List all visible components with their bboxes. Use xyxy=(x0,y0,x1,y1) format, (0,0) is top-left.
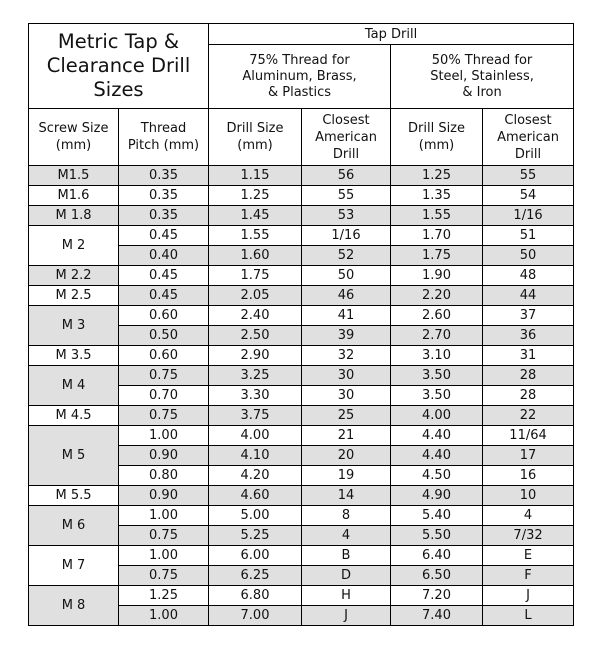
drill-size-50-cell: 4.90 xyxy=(391,486,483,506)
screw-size-cell: M1.6 xyxy=(29,186,119,206)
thread-50-header xyxy=(391,45,574,109)
drill-size-50-cell: 6.50 xyxy=(391,566,483,586)
drill-size-75-cell: 2.05 xyxy=(209,286,302,306)
american-drill-50-cell: E xyxy=(483,546,574,566)
header-line: American xyxy=(315,129,377,145)
screw-size-cell: M 5.5 xyxy=(29,486,119,506)
american-drill-75-cell: 30 xyxy=(302,366,391,386)
drill-size-75-cell: 6.25 xyxy=(209,566,302,586)
screw-size-cell: M 4.5 xyxy=(29,406,119,426)
thread-pitch-cell: 1.00 xyxy=(119,546,209,566)
header-line: Steel, Stainless, xyxy=(430,68,534,84)
drill-size-50-cell: 5.50 xyxy=(391,526,483,546)
american-drill-75-cell: 50 xyxy=(302,266,391,286)
american-drill-50-cell: F xyxy=(483,566,574,586)
screw-size-cell: M 3.5 xyxy=(29,346,119,366)
american-drill-75-cell: 1/16 xyxy=(302,226,391,246)
header-line: Drill xyxy=(332,146,360,162)
american-drill-50-cell: 36 xyxy=(483,326,574,346)
american-drill-75-cell: 55 xyxy=(302,186,391,206)
american-drill-75-cell: 39 xyxy=(302,326,391,346)
american-drill-50-cell: 55 xyxy=(483,166,574,186)
drill-size-75-cell: 6.80 xyxy=(209,586,302,606)
american-drill-75-cell: J xyxy=(302,606,391,626)
drill-size-75-cell: 1.75 xyxy=(209,266,302,286)
drill-size-75-cell: 1.25 xyxy=(209,186,302,206)
american-drill-50-cell: L xyxy=(483,606,574,626)
table-row xyxy=(29,206,574,226)
american-drill-75-cell: 52 xyxy=(302,246,391,266)
drill-size-75-cell: 6.00 xyxy=(209,546,302,566)
thread-pitch-cell: 0.35 xyxy=(119,206,209,226)
col-header-drill-size-50 xyxy=(391,109,483,166)
table-row xyxy=(29,546,574,566)
thread-pitch-cell: 0.60 xyxy=(119,346,209,366)
american-drill-75-cell: D xyxy=(302,566,391,586)
drill-size-75-cell: 1.45 xyxy=(209,206,302,226)
american-drill-50-cell: 44 xyxy=(483,286,574,306)
header-line: Drill Size xyxy=(226,121,284,136)
header-line: Closest xyxy=(322,112,370,128)
drill-size-75-cell: 2.50 xyxy=(209,326,302,346)
drill-size-75-cell: 4.20 xyxy=(209,466,302,486)
american-drill-75-cell: B xyxy=(302,546,391,566)
thread-pitch-cell: 0.75 xyxy=(119,366,209,386)
header-line: Closest xyxy=(504,112,552,128)
thread-pitch-cell: 0.70 xyxy=(119,386,209,406)
col-header-drill-size-75 xyxy=(209,109,302,166)
drill-size-75-cell: 3.30 xyxy=(209,386,302,406)
drill-size-50-cell: 1.25 xyxy=(391,166,483,186)
thread-pitch-cell: 1.25 xyxy=(119,586,209,606)
drill-size-75-cell: 2.40 xyxy=(209,306,302,326)
american-drill-75-cell: 21 xyxy=(302,426,391,446)
drill-size-75-cell: 4.10 xyxy=(209,446,302,466)
drill-size-75-cell: 2.90 xyxy=(209,346,302,366)
american-drill-50-cell: 51 xyxy=(483,226,574,246)
thread-pitch-cell: 1.00 xyxy=(119,426,209,446)
thread-pitch-cell: 0.80 xyxy=(119,466,209,486)
table-title xyxy=(29,24,209,109)
american-drill-75-cell: 8 xyxy=(302,506,391,526)
screw-size-cell: M 1.8 xyxy=(29,206,119,226)
header-line: Drill Size xyxy=(408,121,466,136)
drill-size-50-cell: 1.35 xyxy=(391,186,483,206)
drill-size-75-cell: 5.00 xyxy=(209,506,302,526)
drill-size-75-cell: 1.15 xyxy=(209,166,302,186)
header-line: (mm) xyxy=(418,138,455,153)
header-line: 75% Thread for xyxy=(249,52,350,68)
american-drill-75-cell: 20 xyxy=(302,446,391,466)
drill-size-75-cell: 3.75 xyxy=(209,406,302,426)
screw-size-cell: M1.5 xyxy=(29,166,119,186)
american-drill-50-cell: 11/64 xyxy=(483,426,574,446)
american-drill-75-cell: H xyxy=(302,586,391,606)
drill-size-75-cell: 3.25 xyxy=(209,366,302,386)
drill-size-75-cell: 5.25 xyxy=(209,526,302,546)
american-drill-50-cell: 28 xyxy=(483,386,574,406)
table-row xyxy=(29,426,574,446)
tap-drill-group-header: Tap Drill xyxy=(209,24,574,45)
drill-size-50-cell: 4.40 xyxy=(391,446,483,466)
table-row xyxy=(29,406,574,426)
drill-size-50-cell: 4.50 xyxy=(391,466,483,486)
thread-pitch-cell: 0.45 xyxy=(119,226,209,246)
drill-size-75-cell: 1.55 xyxy=(209,226,302,246)
table-body xyxy=(29,166,574,626)
drill-size-50-cell: 2.60 xyxy=(391,306,483,326)
american-drill-50-cell: 16 xyxy=(483,466,574,486)
col-header-american-drill-75 xyxy=(302,109,391,166)
drill-size-75-cell: 4.00 xyxy=(209,426,302,446)
title-line: Sizes xyxy=(93,78,144,101)
drill-size-50-cell: 1.70 xyxy=(391,226,483,246)
drill-size-50-cell: 7.20 xyxy=(391,586,483,606)
screw-size-cell: M 4 xyxy=(29,366,119,406)
table-row xyxy=(29,586,574,606)
american-drill-75-cell: 19 xyxy=(302,466,391,486)
thread-pitch-cell: 0.75 xyxy=(119,526,209,546)
thread-pitch-cell: 0.75 xyxy=(119,406,209,426)
american-drill-50-cell: 54 xyxy=(483,186,574,206)
tap-drill-table xyxy=(28,23,574,626)
american-drill-75-cell: 46 xyxy=(302,286,391,306)
col-header-american-drill-50 xyxy=(483,109,574,166)
screw-size-cell: M 3 xyxy=(29,306,119,346)
drill-size-50-cell: 3.50 xyxy=(391,366,483,386)
header-line: Drill xyxy=(514,146,542,162)
table-row xyxy=(29,366,574,386)
drill-size-50-cell: 1.55 xyxy=(391,206,483,226)
american-drill-75-cell: 14 xyxy=(302,486,391,506)
header-line: (mm) xyxy=(237,138,273,153)
thread-pitch-cell: 0.50 xyxy=(119,326,209,346)
american-drill-50-cell: 1/16 xyxy=(483,206,574,226)
drill-size-75-cell: 4.60 xyxy=(209,486,302,506)
american-drill-75-cell: 4 xyxy=(302,526,391,546)
header-line: Pitch (mm) xyxy=(127,138,200,153)
col-header-screw-size xyxy=(29,109,119,166)
header-line: Screw Size xyxy=(38,121,109,136)
american-drill-50-cell: 50 xyxy=(483,246,574,266)
american-drill-75-cell: 53 xyxy=(302,206,391,226)
american-drill-50-cell: 31 xyxy=(483,346,574,366)
thread-pitch-cell: 0.40 xyxy=(119,246,209,266)
header-line: & Iron xyxy=(462,84,502,100)
drill-size-50-cell: 4.00 xyxy=(391,406,483,426)
thread-pitch-cell: 0.35 xyxy=(119,166,209,186)
american-drill-50-cell: 28 xyxy=(483,366,574,386)
thread-pitch-cell: 0.60 xyxy=(119,306,209,326)
screw-size-cell: M 2 xyxy=(29,226,119,266)
screw-size-cell: M 7 xyxy=(29,546,119,586)
table-row xyxy=(29,286,574,306)
drill-size-75-cell: 7.00 xyxy=(209,606,302,626)
header-line: Aluminum, Brass, xyxy=(242,68,357,84)
header-line: & Plastics xyxy=(267,84,332,100)
header-line: (mm) xyxy=(55,138,92,153)
american-drill-75-cell: 56 xyxy=(302,166,391,186)
american-drill-50-cell: 22 xyxy=(483,406,574,426)
american-drill-50-cell: 7/32 xyxy=(483,526,574,546)
screw-size-cell: M 8 xyxy=(29,586,119,626)
thread-pitch-cell: 0.35 xyxy=(119,186,209,206)
drill-size-50-cell: 2.20 xyxy=(391,286,483,306)
header-line: Thread xyxy=(140,121,187,136)
drill-size-50-cell: 3.10 xyxy=(391,346,483,366)
american-drill-75-cell: 25 xyxy=(302,406,391,426)
header-line: American xyxy=(497,129,559,145)
thread-pitch-cell: 0.90 xyxy=(119,446,209,466)
screw-size-cell: M 2.2 xyxy=(29,266,119,286)
drill-size-50-cell: 6.40 xyxy=(391,546,483,566)
title-line: Metric Tap & xyxy=(57,30,180,53)
thread-pitch-cell: 0.45 xyxy=(119,266,209,286)
drill-size-50-cell: 1.90 xyxy=(391,266,483,286)
drill-size-50-cell: 5.40 xyxy=(391,506,483,526)
thread-75-header xyxy=(209,45,391,109)
table-row xyxy=(29,186,574,206)
screw-size-cell: M 6 xyxy=(29,506,119,546)
title-line: Clearance Drill xyxy=(46,54,191,77)
drill-size-75-cell: 1.60 xyxy=(209,246,302,266)
drill-size-50-cell: 3.50 xyxy=(391,386,483,406)
american-drill-75-cell: 32 xyxy=(302,346,391,366)
table-row xyxy=(29,506,574,526)
header-line: 50% Thread for xyxy=(431,52,533,68)
table-row xyxy=(29,266,574,286)
american-drill-50-cell: 17 xyxy=(483,446,574,466)
table-row xyxy=(29,346,574,366)
drill-size-50-cell: 7.40 xyxy=(391,606,483,626)
drill-size-50-cell: 4.40 xyxy=(391,426,483,446)
thread-pitch-cell: 1.00 xyxy=(119,506,209,526)
american-drill-50-cell: 10 xyxy=(483,486,574,506)
screw-size-cell: M 5 xyxy=(29,426,119,486)
thread-pitch-cell: 0.75 xyxy=(119,566,209,586)
american-drill-50-cell: 4 xyxy=(483,506,574,526)
thread-pitch-cell: 0.90 xyxy=(119,486,209,506)
thread-pitch-cell: 0.45 xyxy=(119,286,209,306)
drill-size-50-cell: 2.70 xyxy=(391,326,483,346)
american-drill-50-cell: 37 xyxy=(483,306,574,326)
col-header-thread-pitch xyxy=(119,109,209,166)
drill-size-50-cell: 1.75 xyxy=(391,246,483,266)
table-header xyxy=(29,24,574,166)
american-drill-50-cell: 48 xyxy=(483,266,574,286)
american-drill-75-cell: 41 xyxy=(302,306,391,326)
table-row xyxy=(29,306,574,326)
table-row xyxy=(29,486,574,506)
american-drill-75-cell: 30 xyxy=(302,386,391,406)
american-drill-50-cell: J xyxy=(483,586,574,606)
table-row xyxy=(29,226,574,246)
table-row xyxy=(29,166,574,186)
thread-pitch-cell: 1.00 xyxy=(119,606,209,626)
screw-size-cell: M 2.5 xyxy=(29,286,119,306)
